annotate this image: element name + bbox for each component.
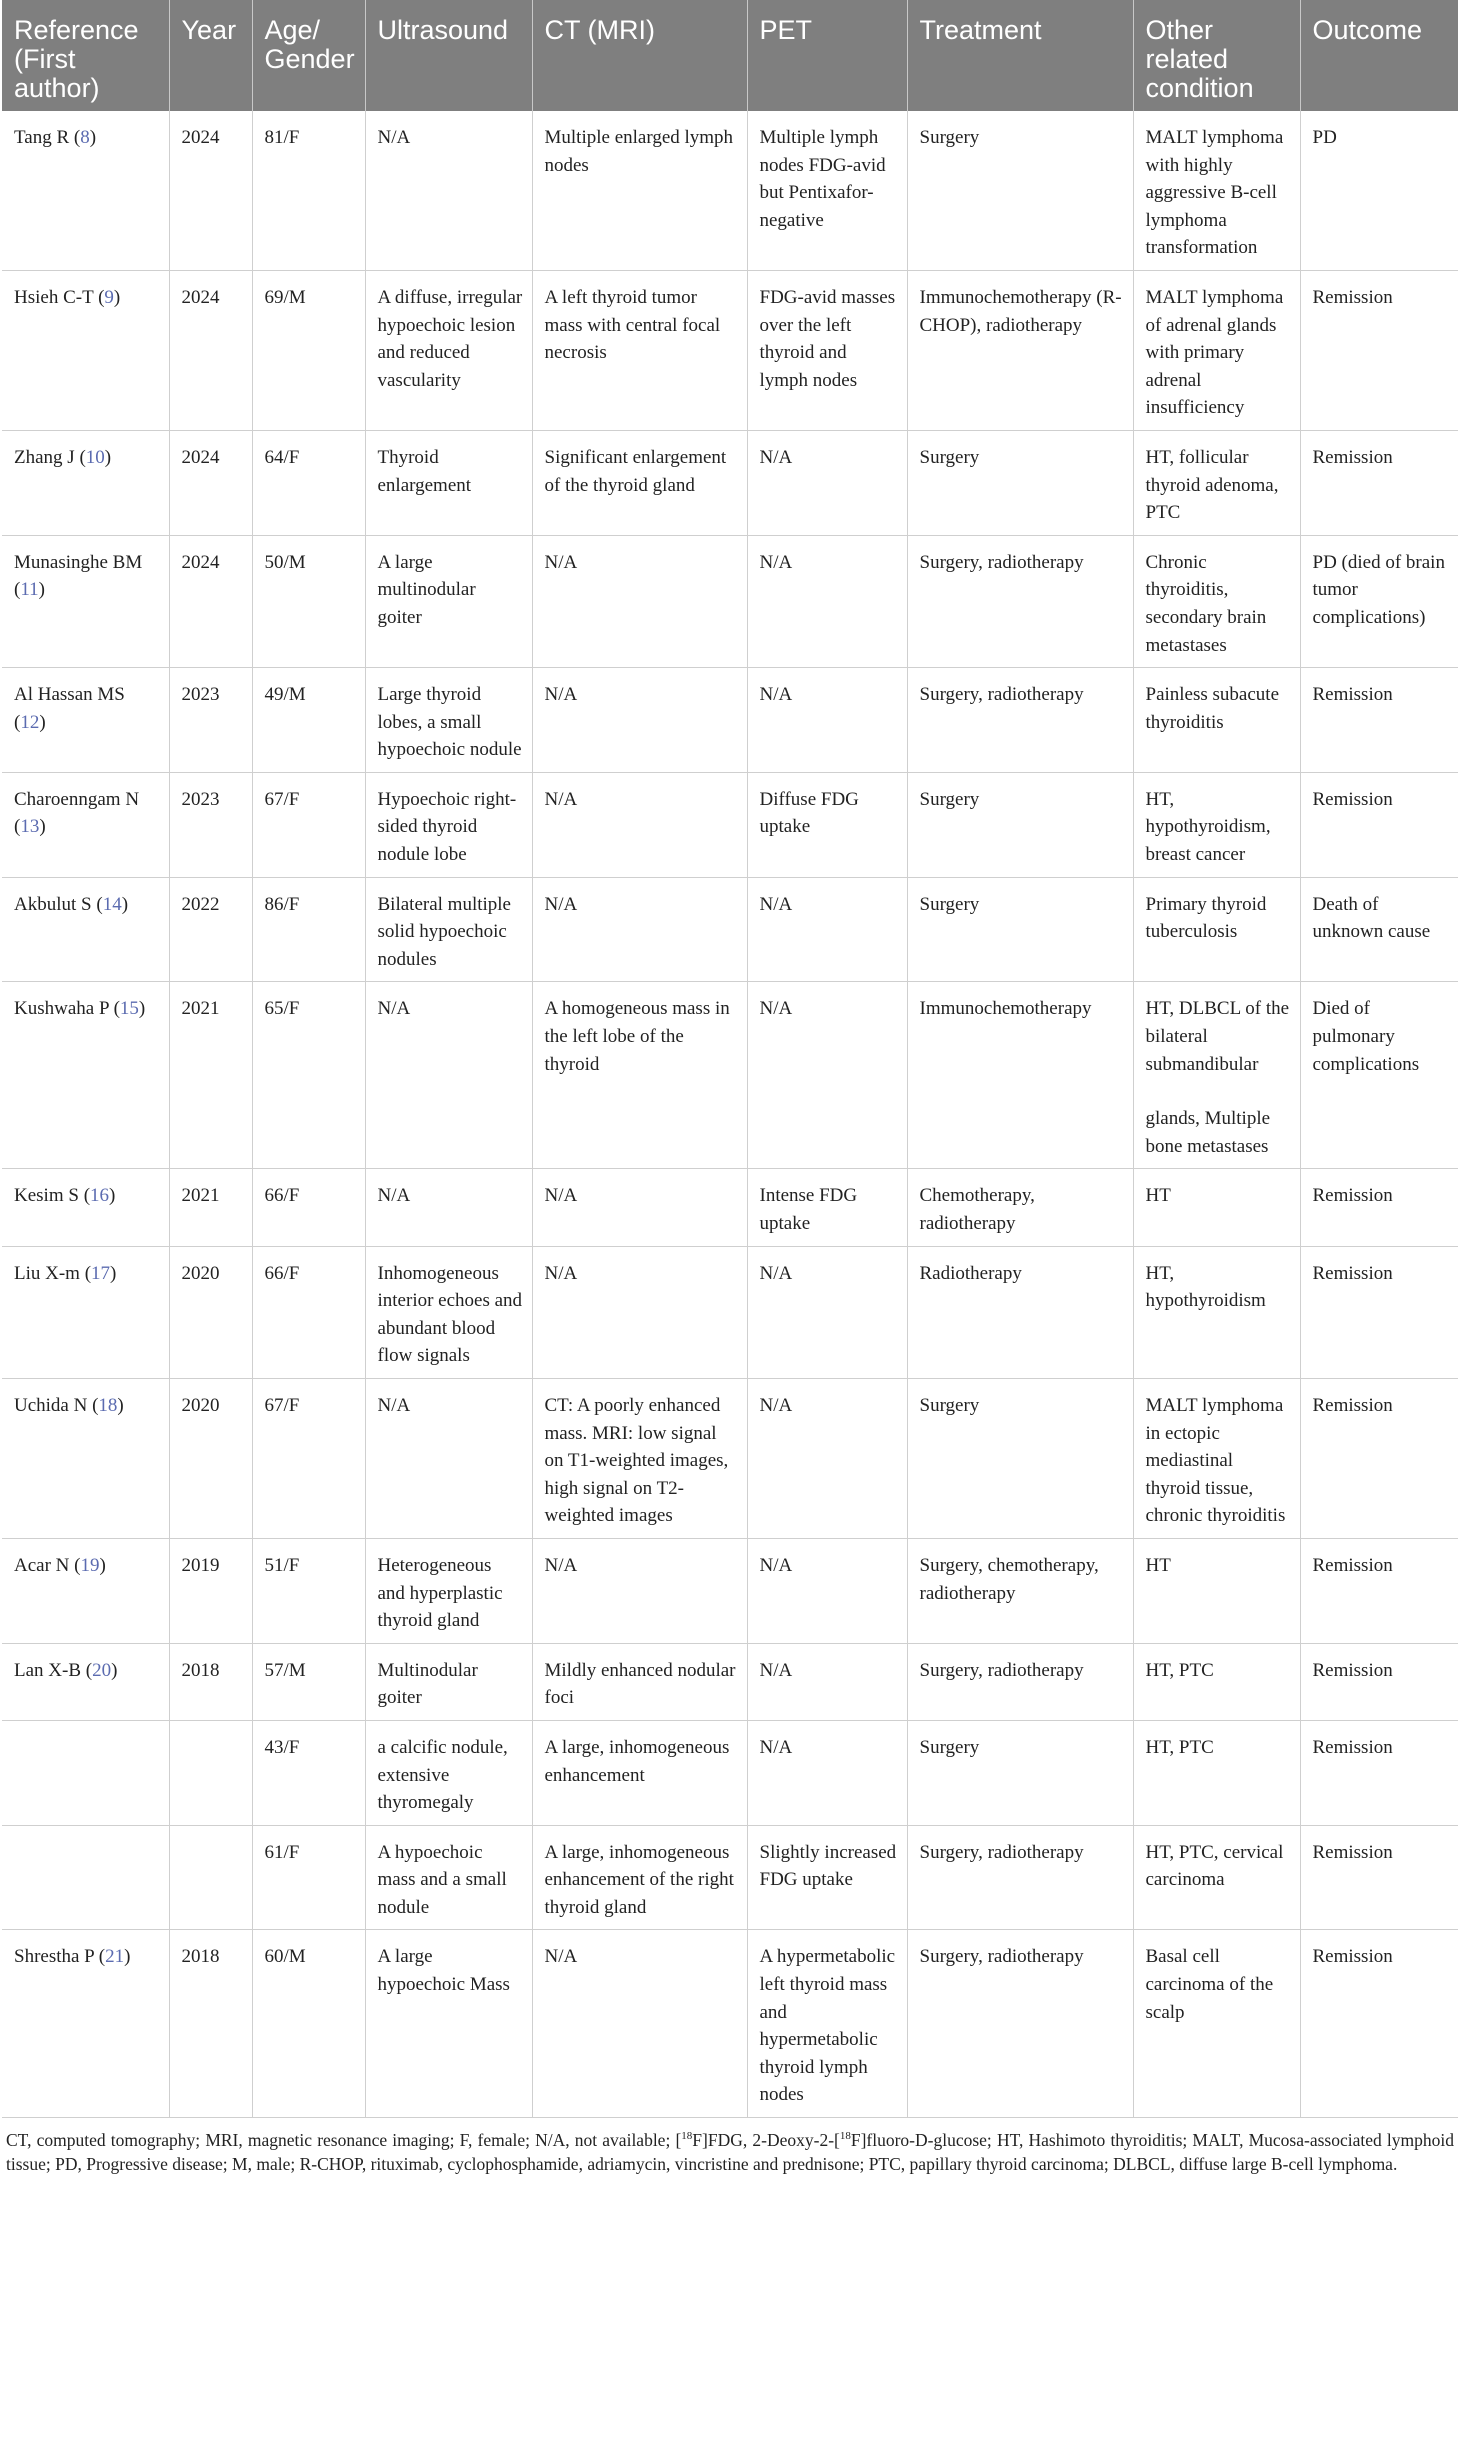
cell-other-condition: MALT lymphoma of adrenal glands with primary adrenal insufficiency (1133, 270, 1300, 430)
cell-year: 2023 (169, 772, 252, 877)
reference-link[interactable]: 10 (85, 446, 105, 468)
reference-link[interactable]: 17 (91, 1262, 111, 1284)
cell-ct-mri: A large, inhomogeneous enhancement (532, 1720, 747, 1825)
cell-outcome: Remission (1300, 1538, 1458, 1643)
reference-link[interactable]: 14 (102, 893, 122, 915)
reference-link[interactable]: 13 (20, 816, 40, 838)
cell-ct-mri: A homogeneous mass in the left lobe of the thyroid (532, 982, 747, 1169)
reference-link[interactable]: 8 (80, 127, 90, 148)
cell-outcome: Remission (1300, 1720, 1458, 1825)
cell-age-gender: 67/F (252, 1378, 365, 1538)
author-name: Acar N (14, 1554, 70, 1576)
cell-pet: N/A (747, 877, 907, 982)
cell-ultrasound: Multinodular goiter (365, 1643, 532, 1720)
cell-treatment: Immunochemotherapy (R-CHOP), radiotherapy (907, 270, 1133, 430)
table-row (2, 772, 1458, 877)
other-condition-part-1: HT, DLBCL of the bilateral submandibular (1145, 998, 1290, 1075)
cell-pet: N/A (747, 1643, 907, 1720)
author-name: Al Hassan MS (14, 684, 125, 706)
cell-pet: N/A (747, 1378, 907, 1538)
cell-other-condition: Chronic thyroiditis, secondary brain metastases (1133, 535, 1300, 667)
cell-reference: Zhang J (10) (2, 430, 169, 535)
header-other-condition: Other related condition (1133, 0, 1300, 111)
cell-other-condition: Painless subacute thyroiditis (1133, 668, 1300, 773)
cell-line-gap (1146, 1078, 1292, 1105)
cell-ct-mri: N/A (532, 877, 747, 982)
case-table (2, 0, 1458, 2118)
cell-pet: N/A (747, 1538, 907, 1643)
cell-ct-mri: N/A (532, 1930, 747, 2118)
cell-ct-mri: A left thyroid tumor mass with central focal necrosis (532, 270, 747, 430)
author-name: Kushwaha P (14, 998, 109, 1020)
cell-age-gender: 61/F (252, 1825, 365, 1930)
table-row (2, 1643, 1458, 1720)
cell-year: 2023 (169, 668, 252, 773)
cell-treatment: Surgery, radiotherapy (907, 1930, 1133, 2118)
cell-treatment: Surgery (907, 772, 1133, 877)
table-footnote (0, 2118, 1460, 2176)
cell-reference: Charoenngam N (13) (2, 772, 169, 877)
cell-year (169, 1825, 252, 1930)
cell-age-gender: 66/F (252, 1246, 365, 1378)
cell-treatment: Chemotherapy, radiotherapy (907, 1169, 1133, 1246)
cell-treatment: Surgery (907, 1720, 1133, 1825)
table-row (2, 535, 1458, 667)
reference-link[interactable]: 11 (20, 579, 39, 601)
author-name: Liu X-m (14, 1262, 80, 1284)
cell-outcome: Remission (1300, 1378, 1458, 1538)
cell-treatment: Surgery, radiotherapy (907, 668, 1133, 773)
cell-ultrasound: N/A (365, 111, 532, 270)
header-age-gender: Age/ Gender (252, 0, 365, 111)
cell-reference: Munasinghe BM (11) (2, 535, 169, 667)
cell-reference (2, 1825, 169, 1930)
cell-ct-mri: N/A (532, 535, 747, 667)
author-name: Uchida N (14, 1394, 88, 1416)
table-row (2, 982, 1458, 1169)
footnote-sup-2: 18 (839, 2130, 851, 2143)
cell-reference: Lan X-B (20) (2, 1643, 169, 1720)
cell-reference: Liu X-m (17) (2, 1246, 169, 1378)
author-name: Charoenngam N (14, 788, 140, 810)
cell-age-gender: 81/F (252, 111, 365, 270)
cell-ultrasound: A large hypoechoic Mass (365, 1930, 532, 2118)
cell-pet: N/A (747, 535, 907, 667)
cell-age-gender: 64/F (252, 430, 365, 535)
cell-age-gender: 51/F (252, 1538, 365, 1643)
header-pet: PET (747, 0, 907, 111)
cell-reference: Kesim S (16) (2, 1169, 169, 1246)
author-name: Akbulut S (14, 893, 92, 915)
cell-ct-mri: N/A (532, 668, 747, 773)
cell-other-condition: Primary thyroid tuberculosis (1133, 877, 1300, 982)
cell-ct-mri: A large, inhomogeneous enhancement of the right thyroid gland (532, 1825, 747, 1930)
cell-ultrasound: Heterogeneous and hyperplastic thyroid gland (365, 1538, 532, 1643)
cell-treatment: Surgery (907, 430, 1133, 535)
author-name: Lan X-B (14, 1659, 82, 1681)
cell-other-condition: HT, follicular thyroid adenoma, PTC (1133, 430, 1300, 535)
cell-pet: A hypermetabolic left thyroid mass and hypermetabolic thyroid lymph nodes (747, 1930, 907, 2118)
cell-treatment: Immunochemotherapy (907, 982, 1133, 1169)
header-ct-mri: CT (MRI) (532, 0, 747, 111)
cell-reference: Shrestha P (21) (2, 1930, 169, 2118)
cell-outcome: Died of pulmonary complications (1300, 982, 1458, 1169)
header-year: Year (169, 0, 252, 111)
cell-year: 2020 (169, 1246, 252, 1378)
cell-outcome: Remission (1300, 1643, 1458, 1720)
cell-outcome: Remission (1300, 668, 1458, 773)
cell-treatment: Surgery, radiotherapy (907, 535, 1133, 667)
reference-link[interactable]: 19 (80, 1554, 100, 1576)
cell-year: 2024 (169, 430, 252, 535)
reference-link[interactable]: 16 (90, 1185, 110, 1207)
cell-age-gender: 66/F (252, 1169, 365, 1246)
reference-link[interactable]: 12 (20, 711, 40, 733)
table-row (2, 1169, 1458, 1246)
other-condition-part-2: glands, Multiple bone metastases (1145, 1108, 1271, 1157)
cell-reference: Acar N (19) (2, 1538, 169, 1643)
cell-ultrasound: A hypoechoic mass and a small nodule (365, 1825, 532, 1930)
cell-pet: Slightly increased FDG uptake (747, 1825, 907, 1930)
cell-age-gender: 49/M (252, 668, 365, 773)
cell-ultrasound: A diffuse, irregular hypoechoic lesion and reduced vascularity (365, 270, 532, 430)
cell-age-gender: 60/M (252, 1930, 365, 2118)
cell-pet: Intense FDG uptake (747, 1169, 907, 1246)
table-row (2, 430, 1458, 535)
cell-age-gender: 86/F (252, 877, 365, 982)
cell-other-condition: MALT lymphoma with highly aggressive B-cell lymphoma transformation (1133, 111, 1300, 270)
cell-year: 2024 (169, 535, 252, 667)
table-row (2, 111, 1458, 270)
cell-ultrasound: Hypoechoic right-sided thyroid nodule lobe (365, 772, 532, 877)
cell-other-condition (1133, 982, 1300, 1169)
cell-reference: Kushwaha P (15) (2, 982, 169, 1169)
cell-pet: Multiple lymph nodes FDG-avid but Pentixafor-negative (747, 111, 907, 270)
cell-ct-mri: N/A (532, 772, 747, 877)
author-name: Hsieh C-T (14, 286, 94, 308)
cell-pet: N/A (747, 1720, 907, 1825)
author-name: Munasinghe BM (14, 551, 143, 573)
cell-outcome: Remission (1300, 1169, 1458, 1246)
table-row (2, 877, 1458, 982)
cell-ultrasound: Large thyroid lobes, a small hypoechoic nodule (365, 668, 532, 773)
table-header (2, 0, 1458, 111)
cell-ct-mri: Mildly enhanced nodular foci (532, 1643, 747, 1720)
footnote-sup-1: 18 (681, 2130, 693, 2143)
cell-year: 2020 (169, 1378, 252, 1538)
cell-outcome: Remission (1300, 1930, 1458, 2118)
cell-pet: N/A (747, 982, 907, 1169)
reference-link[interactable]: 20 (92, 1659, 112, 1681)
cell-year: 2024 (169, 111, 252, 270)
cell-ct-mri: N/A (532, 1538, 747, 1643)
cell-other-condition: HT, hypothyroidism, breast cancer (1133, 772, 1300, 877)
cell-reference (2, 1720, 169, 1825)
header-row (2, 0, 1458, 111)
cell-pet: FDG-avid masses over the left thyroid and lymph nodes (747, 270, 907, 430)
cell-other-condition: HT (1133, 1169, 1300, 1246)
cell-outcome: Remission (1300, 270, 1458, 430)
cell-other-condition: HT, PTC (1133, 1720, 1300, 1825)
cell-ultrasound: N/A (365, 1378, 532, 1538)
cell-treatment: Surgery, chemotherapy, radiotherapy (907, 1538, 1133, 1643)
cell-ct-mri: CT: A poorly enhanced mass. MRI: low signal on T1-weighted images, high signal on T2-weighted images (532, 1378, 747, 1538)
table-row (2, 1720, 1458, 1825)
table-row (2, 1378, 1458, 1538)
cell-year: 2021 (169, 982, 252, 1169)
cell-pet: N/A (747, 430, 907, 535)
cell-ultrasound: A large multinodular goiter (365, 535, 532, 667)
cell-ct-mri: Significant enlargement of the thyroid gland (532, 430, 747, 535)
author-name: Kesim S (14, 1185, 79, 1207)
author-name: Tang R (14, 127, 70, 148)
cell-treatment: Surgery (907, 111, 1133, 270)
cell-other-condition: HT (1133, 1538, 1300, 1643)
cell-age-gender: 65/F (252, 982, 365, 1169)
header-reference: Reference (First author) (2, 0, 169, 111)
cell-reference: Hsieh C-T (9) (2, 270, 169, 430)
footnote-text-3: F]fluoro-D-glucose; HT, Hashimoto thyroiditis; MALT, Mucosa-associated lymphoid tissue; PD, Progressive disease; M, male; R-CHOP, rituximab, cyclophosphamide, adriamycin, vincristine and prednisone; PTC, papillary thyroid carcinoma; DLBCL, diffuse large B-cell lymphoma. (6, 2130, 1454, 2174)
author-name: Zhang J (14, 446, 75, 468)
cell-other-condition: HT, hypothyroidism (1133, 1246, 1300, 1378)
header-outcome: Outcome (1300, 0, 1458, 111)
cell-ultrasound: N/A (365, 1169, 532, 1246)
cell-ct-mri: N/A (532, 1169, 747, 1246)
cell-ultrasound: Thyroid enlargement (365, 430, 532, 535)
cell-treatment: Surgery, radiotherapy (907, 1825, 1133, 1930)
reference-link[interactable]: 15 (119, 998, 139, 1020)
cell-reference: Akbulut S (14) (2, 877, 169, 982)
author-name: Shrestha P (14, 1946, 95, 1968)
reference-link[interactable]: 21 (105, 1946, 125, 1968)
cell-other-condition: MALT lymphoma in ectopic mediastinal thyroid tissue, chronic thyroiditis (1133, 1378, 1300, 1538)
cell-age-gender: 57/M (252, 1643, 365, 1720)
footnote-text-2: F]FDG, 2-Deoxy-2-[ (692, 2130, 840, 2151)
cell-year: 2022 (169, 877, 252, 982)
cell-year: 2021 (169, 1169, 252, 1246)
cell-outcome: Remission (1300, 1825, 1458, 1930)
cell-reference: Uchida N (18) (2, 1378, 169, 1538)
cell-ultrasound: Inhomogeneous interior echoes and abundant blood flow signals (365, 1246, 532, 1378)
cell-ct-mri: Multiple enlarged lymph nodes (532, 111, 747, 270)
cell-treatment: Surgery (907, 877, 1133, 982)
cell-outcome: Remission (1300, 772, 1458, 877)
table-row (2, 270, 1458, 430)
table-row (2, 1825, 1458, 1930)
reference-link[interactable]: 18 (98, 1394, 118, 1416)
cell-outcome: Remission (1300, 430, 1458, 535)
cell-year: 2024 (169, 270, 252, 430)
cell-age-gender: 67/F (252, 772, 365, 877)
header-treatment: Treatment (907, 0, 1133, 111)
table-row (2, 1246, 1458, 1378)
cell-year: 2018 (169, 1643, 252, 1720)
cell-treatment: Surgery, radiotherapy (907, 1643, 1133, 1720)
cell-reference: Tang R (8) (2, 111, 169, 270)
cell-ultrasound: a calcific nodule, extensive thyromegaly (365, 1720, 532, 1825)
cell-pet: Diffuse FDG uptake (747, 772, 907, 877)
reference-link[interactable]: 9 (104, 286, 114, 308)
cell-reference: Al Hassan MS (12) (2, 668, 169, 773)
cell-other-condition: HT, PTC, cervical carcinoma (1133, 1825, 1300, 1930)
cell-outcome: PD (1300, 111, 1458, 270)
header-ultrasound: Ultrasound (365, 0, 532, 111)
cell-outcome: Remission (1300, 1246, 1458, 1378)
cell-other-condition: HT, PTC (1133, 1643, 1300, 1720)
cell-age-gender: 69/M (252, 270, 365, 430)
table-row (2, 1930, 1458, 2118)
cell-other-condition: Basal cell carcinoma of the scalp (1133, 1930, 1300, 2118)
cell-ultrasound: N/A (365, 982, 532, 1169)
cell-age-gender: 50/M (252, 535, 365, 667)
cell-ct-mri: N/A (532, 1246, 747, 1378)
cell-pet: N/A (747, 668, 907, 773)
cell-outcome: PD (died of brain tumor complications) (1300, 535, 1458, 667)
cell-treatment: Radiotherapy (907, 1246, 1133, 1378)
cell-outcome: Death of unknown cause (1300, 877, 1458, 982)
footnote-text-1: CT, computed tomography; MRI, magnetic resonance imaging; F, female; N/A, not available; [ (6, 2130, 682, 2151)
cell-year (169, 1720, 252, 1825)
table-row (2, 1538, 1458, 1643)
cell-year: 2018 (169, 1930, 252, 2118)
cell-age-gender: 43/F (252, 1720, 365, 1825)
cell-pet: N/A (747, 1246, 907, 1378)
cell-treatment: Surgery (907, 1378, 1133, 1538)
cell-year: 2019 (169, 1538, 252, 1643)
table-row (2, 668, 1458, 773)
cell-ultrasound: Bilateral multiple solid hypoechoic nodules (365, 877, 532, 982)
table-body (2, 111, 1458, 2118)
